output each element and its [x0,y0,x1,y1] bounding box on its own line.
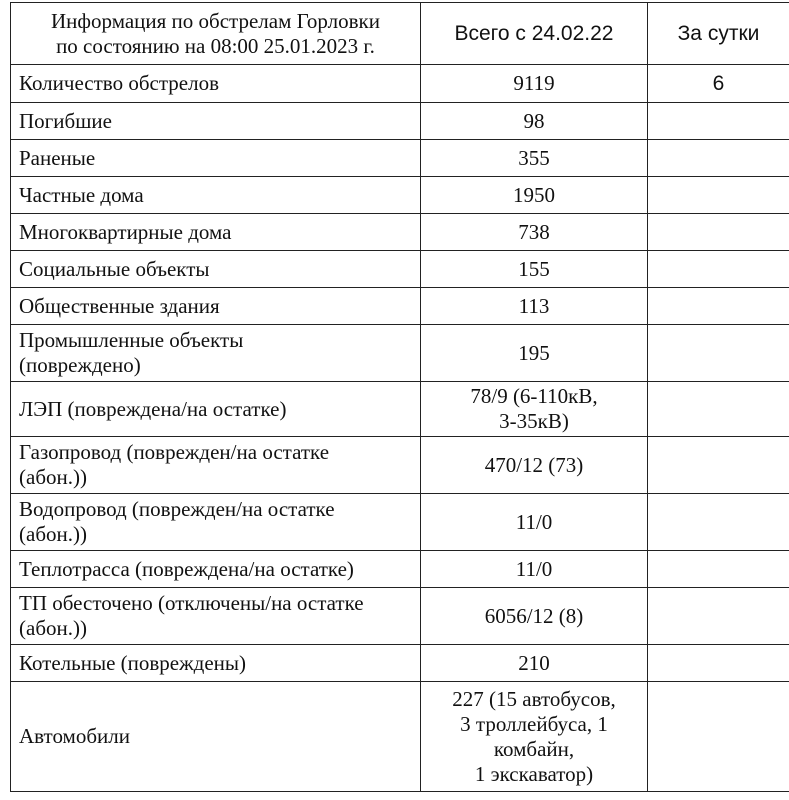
row-total: 11/0 [421,551,648,588]
row-total: 113 [421,288,648,325]
row-label: Раненые [11,140,421,177]
row-day [648,682,789,792]
row-label [11,325,421,382]
row-total-line: 78/9 (6-110кВ, [470,384,598,408]
table-row [11,645,789,682]
table-row [11,103,789,140]
table-row [11,325,789,382]
row-day [648,551,789,588]
row-total: 355 [421,140,648,177]
table-row [11,177,789,214]
table-row [11,288,789,325]
row-label: Теплотрасса (повреждена/на остатке) [11,551,421,588]
row-total: 210 [421,645,648,682]
row-day [648,251,789,288]
row-total [421,682,648,792]
row-label: Автомобили [11,682,421,792]
row-total: 738 [421,214,648,251]
row-day [648,494,789,551]
row-day [648,325,789,382]
row-total-line: 3 троллейбуса, 1 [460,711,608,736]
row-total [421,382,648,437]
table-row [11,437,789,494]
row-label-line: ТП обесточено (отключены/на остатке [19,591,364,615]
row-total: 11/0 [421,494,648,551]
row-label [11,494,421,551]
row-label-line: (абон.)) [19,465,87,489]
column-header-total: Всего с 24.02.22 [421,3,648,65]
table-row [11,214,789,251]
row-label-line: Газопровод (поврежден/на остатке [19,440,330,464]
row-label: Погибшие [11,103,421,140]
table-header-row [11,3,789,65]
row-day [648,140,789,177]
shelling-report-table [10,2,789,792]
row-day [648,103,789,140]
row-label-line: Промышленные объекты [19,328,244,352]
row-day [648,288,789,325]
row-total-line: 1 экскаватор) [474,761,594,786]
row-day [648,382,789,437]
table-row [11,65,789,103]
row-total-line: 227 (15 автобусов, [452,686,616,711]
row-total: 155 [421,251,648,288]
table-title-line-2: по состоянию на 08:00 25.01.2023 г. [56,33,375,58]
row-label: Общественные здания [11,288,421,325]
row-day: 6 [648,65,789,103]
row-label: Многоквартирные дома [11,214,421,251]
row-label [11,588,421,645]
row-label: Социальные объекты [11,251,421,288]
row-label: Количество обстрелов [11,65,421,103]
table-row [11,494,789,551]
table-row [11,551,789,588]
row-total: 195 [421,325,648,382]
row-total: 6056/12 (8) [421,588,648,645]
row-label-line: Водопровод (поврежден/на остатке [19,497,335,521]
table-title-line-1: Информация по обстрелам Горловки [51,8,380,33]
row-label [11,437,421,494]
table-row [11,682,789,792]
row-day [648,177,789,214]
table-title [11,3,421,65]
row-day [648,214,789,251]
row-total-line: комбайн, [493,736,575,761]
row-total-line: 3-35кВ) [499,409,569,433]
row-total: 98 [421,103,648,140]
row-label-line: (повреждено) [19,353,141,377]
row-label: Частные дома [11,177,421,214]
row-label: Котельные (повреждены) [11,645,421,682]
row-day [648,645,789,682]
row-total: 1950 [421,177,648,214]
row-label-line: (абон.)) [19,522,87,546]
column-header-day: За сутки [648,3,789,65]
table-row [11,140,789,177]
row-day [648,437,789,494]
row-total: 9119 [421,65,648,103]
table-row [11,588,789,645]
row-total: 470/12 (73) [421,437,648,494]
row-label: ЛЭП (повреждена/на остатке) [11,382,421,437]
table-row [11,251,789,288]
row-day [648,588,789,645]
row-label-line: (абон.)) [19,616,87,640]
table-row [11,382,789,437]
